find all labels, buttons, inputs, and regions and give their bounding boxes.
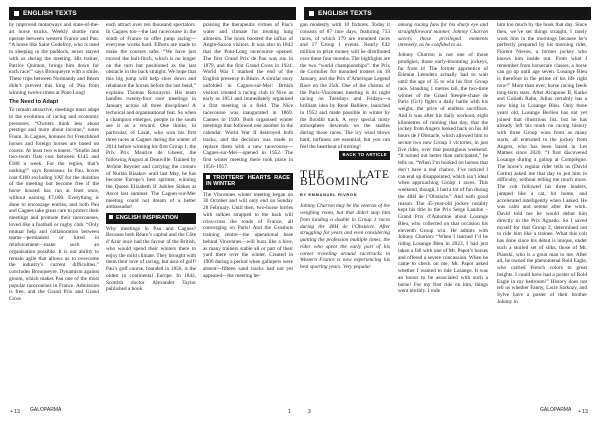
footer-right-page: 3 bbox=[308, 409, 311, 415]
body-paragraph: The Vincennes winter meeting began on 30 October and will only end on Sunday 28 February. Until then, two-horse lorries with sulkies strapped to the back will criss-cross the roads of France, all converging on Paris! And the Grosbois training centre—the operational base behind Vincennes—will buzz like a hive, as many trainers stable all or part of their yard there over the winter. Created in 1906 during a period when gallopers were absent—fifteen sand tracks had not yet appeared—the meeting be- bbox=[203, 191, 293, 279]
square-icon bbox=[109, 215, 113, 219]
header-title-left: ENGLISH TEXTS bbox=[23, 10, 77, 17]
header-bar-right bbox=[304, 7, 591, 20]
header-title-right: ENGLISH TEXTS bbox=[318, 10, 372, 17]
column-2 bbox=[106, 22, 196, 293]
body-paragraph: each attract over ten thousand spectators. In Cagnes too—the last racecourse in the south of France to offer jump racing—everyone works hard. Efforts are made to make the courses safer. “We have just moved the bull-finch, which is no longer on the turn but positioned as the last obstacle in the back straight. We hope that this big jump will help slow down and rebalance the horses before the last bend,” explains Thomas Roucayrol. His team handles twenty-four race meetings in January across all three disciplines! A technical and organisational feat. So when a champion emerges, people in the south see it as a reward. One thinks, in particular, of Lazat, who won his first three races at Cagnes during the winter of 2014 before winning his first Group 1, the Prix Prix Maurice de Gheest, the following August at Deauville. Trained by Jérôme Reynier and carrying the colours of Nurlan Bizakov until last May, he has become Europe’s best sprinter, winning the Queen Elizabeth II Jubilee Stakes at Ascot last summer. The Cagnes-sur-Mer meeting could not dream of a better ambassador! bbox=[106, 22, 196, 211]
body-paragraph: gan modestly with 10 fixtures. Today it consists of 87 race days, featuring 733 races, of which 179 are mounted races and 17 Group 1 events. Nearly €42 million in prize money will be distributed over these four months. The highlights are the two “world championships”: the Prix de Cornulier for mounted trotters on 18 January, and the Prix d’Amérique Legend Race on the 25th. One of the charms of the Paris-Vincennes meeting is its night racing on Tuesdays and Fridays—a brilliant idea by René Ballière, launched in 1952 and made possible in winter by the floodlit track. A very special misty atmosphere descends on the stables during those races. The icy wind blows hard, turfiness are essential, but you can feel the heartbeat of trotting! bbox=[300, 22, 390, 150]
section-box-heading-text: ENGLISH INSPIRATION bbox=[116, 215, 179, 221]
section-box-heading bbox=[203, 173, 293, 190]
section-box-heading bbox=[106, 213, 196, 224]
column-4 bbox=[300, 22, 390, 271]
body-paragraph: praising the therapeutic virtues of Pau’s water and climate for treating lung ailments. The book boosted the influx of Anglo-Saxon visitors. It was also in 1842 that the Pont-Long racecourse opened. The first Grand Prix de Pau was run in 1879, and the first Grand Cross in 1924. World War I marked the end of the English presence in Béarn. A similar story unfolded in Cagnes-sur-Mer: British visitors created a racing club in Nice as early as 1851 and immediately organised a first meeting in a field. The Nice racecourse was inaugurated in 1869. Cannes in 1920. Both organised winter meetings that followed one another in the calendar. World War II destroyed both tracks, and the decision was made to replace them with a new racecourse—Cagnes-sur-Mer—opened in 1952. The first winter meeting there took place in 1956–1957. bbox=[203, 22, 293, 170]
square-icon bbox=[14, 11, 19, 16]
footer-left-brand: GALOPARMA bbox=[30, 407, 62, 413]
footer-right-brand: GALOPARMA bbox=[540, 407, 572, 413]
section-box-heading-text: TROTTERS’ HEARTS RACE IN WINTER bbox=[206, 174, 290, 187]
feature-title: THE LATE BLOOMING bbox=[300, 169, 390, 188]
intro-paragraph: Johnny Charron may be the veteran of the weighing room, but that didn’t stop him from landing a double in Group 1 races during the 48H de l’Obstacle. After struggling for years and even considering quitting the profession multiple times, the rider who spent the early part of his career traveling around racetracks in Western France is now experiencing his best sporting years. Very popular bbox=[300, 203, 390, 270]
byline: BY EMMANUEL RIVRON bbox=[300, 191, 358, 197]
square-icon bbox=[206, 175, 210, 179]
footer-left-num: + 13 bbox=[10, 409, 20, 415]
body-paragraph: Why meetings in Pau and Cagnes? Because both Béarn’s capital and the Côte d’Azur once had the favour of the British, who would spend their winters there to enjoy the mild climate. They brought with them their love of racing, but also of golf! Pau’s golf course, founded in 1856, is the oldest in continental Europe. In 1842, Scottish doctor Alexander Taylor published a book bbox=[106, 225, 196, 293]
body-paragraph: him too much by the book that day. Since then, we’ve set things straight. I rarely work him in the mornings because he’s perfectly prepared by his morning rider, Florent Nieves, a former jockey who knows him inside out. From what I remember from horsecare classes, a horse can go up until age seven. Losange Bleu is therefore in the prime of his life right now!” More than ever, horse racing feeds long-term stars. After Alcapone II, Katko and Goliath Rahn, Julius certainly has a new king in Losange Bleu. Only three years old, Losange Berlieu has not yet joined that illustrious list, but he has already left his mark on racing history with three Group wins from as many starts, all entrusted to the jockey from Angers, who has been based in Les Mathes since 2020. “I first discovered Losange during a gallop at Compiègne. The horse’s regular rider tells us (David Cottin) asked me that day to put him in difficulty, without telling me much more. The colt followed his three leaders, jumped like a cat, hit home, and accelerated intelligently when I asked. He was calm and serene after the work. David told me he would debut him directly in the Prix Aguado. So I saved myself for that Group 3, determined not to ride him like a trainee. What this colt has done since his debut is unique, under such a storied set of silks, those of Mr. Pianski, who is a great man to me. After all, he owned the phenomenal Bold Eagle, who carried French colors to great heights. I could have had a poster of Bold Eagle in my bedroom!” History does not tell us whether Fanny, Lacie Sarkozy, and Sylve have a poster of their brother Johnny in bbox=[497, 22, 587, 305]
intro-paragraph: among racing fans for his sharp eye and straightforward manner, Johnny Charron savors these privileged moments intensely, as he confided to us. bbox=[398, 22, 488, 49]
footer-right-num: + 13 bbox=[578, 409, 588, 415]
column-7 bbox=[497, 22, 587, 306]
column-3 bbox=[203, 22, 293, 279]
body-paragraph: Johnny Charron is not one of those prodigies, those early-blooming jockeys, far from it! The former apprentice of Étienne Leenders actually had to wait until the age of 35 to win his first Group race. Standing 1 metres tall, the two-time winner of the Grand Steeple-chase de Paris (Gr1) fights a daily battle with his weight, the price of endless sacrifices. And it was after his daily workout, eight kilometres of running that day, that the jockey from Angers looked back on his 48 hours de l’Obstacle, which allowed him to secure two new Group 1 victories, in just five rides, over that prestigious weekend. “It turned out better than anticipated,” he tells us. “When I’m booked on horses that don’t have a real chance, I’ve noticed I can end up disappointed, which isn’t ideal when approaching Group 1 races. This weekend, though, I had a lot of fun during the 48H de l’Obstacle.” And with good reason. The 45-year-old jockey notably kept his title in the Prix Serge Landon – Grand Prix d’Automne about Losange Bleu, who collected on that occasion his eleventh Group win. He admits with Johnny Charron: “When I learned I’d be riding Losange Bleu in 2023, I had just taken a fall with one of Mr. Papot’s horses and offered a severe concussion. When he came to check on me, Mr. Papot asked whether I wanted to ride Losange. It was an honor to be associated with such a horse! For my first ride on him, things went terribly. I rode bbox=[398, 52, 488, 295]
footer-left-page: 1 bbox=[288, 409, 291, 415]
column-1 bbox=[9, 22, 99, 303]
header-bar-left bbox=[9, 7, 296, 20]
square-icon bbox=[309, 11, 314, 16]
back-to-article-button[interactable]: BACK TO ARTICLE bbox=[339, 151, 390, 160]
subheading: The Need to Adapt bbox=[9, 99, 59, 106]
column-6 bbox=[398, 22, 488, 295]
body-paragraph: To remain attractive, meetings must adapt to the evolution of racing and economic pressures. “Owners think less about prestige and more about income,” notes Fouin. In Cagnes, bonuses for Frenchbred horses and foreign horses are based on course. At least two winners. “Studio and two-room flats cost between €145 and €188 a week. For the region, that’s nothing!” says Rousseau. In Pau, boxes cost €160 excluding VAT for the duration of the meeting but become free if the horse housed has run at least once, without earning €7,000. Everything is done to encourage entries, and both Pau and Cagnes take great care to protect their meetings and promote their racecourses, loved like a football or rugby club. “Only mutual help and collaboration between teams—permanent or hired in reinforcement—make such an organisation possible. It is our ability to remain agile that allows us to overcome the industry’s current difficulties,” concludes Brouqueyre. Dynamism against gloom, which makes Pau one of the most popular racecourses in France. Admission is free, and the Grand Prix and Grand Cross bbox=[9, 107, 99, 302]
body-paragraph: by improved motorways and state-of-the-art horse trucks. Weekly shuttle runs operate between western France and Pau. “A horse like Saint Godefroy, who is used to sleeping in the paddock, never stayed with us during the meeting. His trainer, Patrice Quinton, brings him down for each race!” says Brouqueyre with a smile. These trips between Normandy and Béarn didn’t prevent this king of Pau from winning twelve times at Pont-Long! bbox=[9, 22, 99, 96]
